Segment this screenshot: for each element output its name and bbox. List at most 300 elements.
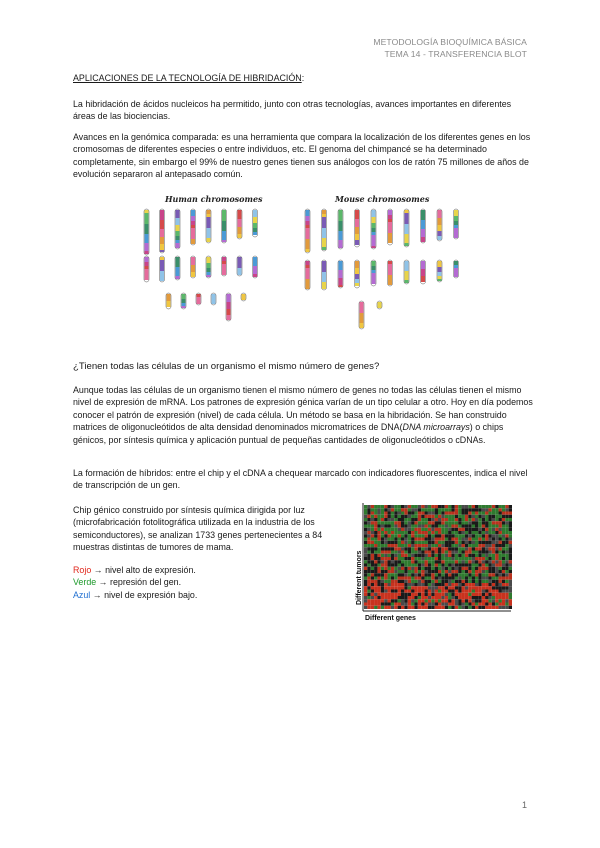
heatmap-cell xyxy=(482,534,485,537)
mouse-chromosome-band xyxy=(388,261,392,264)
heatmap-cell xyxy=(384,560,387,563)
heatmap-cell xyxy=(421,512,424,515)
human-chromosome-band xyxy=(176,257,180,267)
heatmap-cell xyxy=(462,505,465,508)
heatmap-cell xyxy=(388,547,391,550)
heatmap-cell xyxy=(418,551,421,554)
heatmap-cell xyxy=(364,515,367,518)
human-chromosome-band xyxy=(145,257,149,262)
heatmap-cell xyxy=(451,508,454,511)
heatmap-cell xyxy=(428,505,431,508)
heatmap-cell xyxy=(404,515,407,518)
heatmap-cell xyxy=(465,515,468,518)
heatmap-cell xyxy=(381,570,384,573)
heatmap-cell xyxy=(475,541,478,544)
heatmap-cell xyxy=(495,541,498,544)
mouse-chromosome-band xyxy=(372,246,376,248)
human-chromosome-band xyxy=(167,301,171,307)
heatmap-cell xyxy=(495,531,498,534)
heatmap-cell xyxy=(438,518,441,521)
heatmap-cell xyxy=(492,528,495,531)
heatmap-cell xyxy=(391,560,394,563)
heatmap-cell xyxy=(455,505,458,508)
heatmap-cell xyxy=(472,518,475,521)
mouse-chromosome-band xyxy=(405,224,409,234)
heatmap-cell xyxy=(505,599,508,602)
heatmap-cell xyxy=(465,593,468,596)
heatmap-cell xyxy=(414,577,417,580)
heatmap-cell xyxy=(465,505,468,508)
heatmap-cell xyxy=(364,586,367,589)
heatmap-cell xyxy=(455,515,458,518)
heatmap-cell xyxy=(445,590,448,593)
heatmap-cell xyxy=(435,593,438,596)
heatmap-cell xyxy=(418,557,421,560)
heatmap-cell xyxy=(485,505,488,508)
mouse-chromosome-band xyxy=(388,210,392,215)
heatmap-cell xyxy=(458,590,461,593)
heatmap-cell xyxy=(462,593,465,596)
heatmap-cell xyxy=(367,577,370,580)
heatmap-cell xyxy=(478,606,481,609)
heatmap-cell xyxy=(441,531,444,534)
legend-green: Verde → represión del gen. xyxy=(73,577,182,588)
heatmap-cell xyxy=(384,525,387,528)
human-chromosome-band xyxy=(238,219,242,227)
heatmap-cell xyxy=(428,521,431,524)
heatmap-cell xyxy=(404,570,407,573)
heatmap-cell xyxy=(391,528,394,531)
heatmap-cell xyxy=(384,512,387,515)
human-chromosome-band xyxy=(145,234,149,243)
heatmap-cell xyxy=(394,580,397,583)
heatmap-cell xyxy=(495,567,498,570)
heatmap-cell xyxy=(377,551,380,554)
heatmap-cell xyxy=(485,531,488,534)
heatmap-cell xyxy=(505,534,508,537)
heatmap-cell xyxy=(472,554,475,557)
paragraph-expression: Aunque todas las células de un organismo tienen el mismo número de genes no todas las células tienen el mismo nivel de expresión de mRNA. Los patrones de expresión génica varían de un tipo celular a otro. Hoy en día podemos conocer el patrón de expresión (nivel) de cada célula. Un método se basa en la hibridación. Se han construido matrices de oligonucleótidos de alta densidad denominados micromatrices de DNA(DNA microarrays) o chips génicos, por síntesis química y aplicación puntual de pequeñas cantidades de oligonucleótidos o cDNAs. xyxy=(73,385,533,445)
heatmap-cell xyxy=(505,564,508,567)
heatmap-cell xyxy=(377,515,380,518)
heatmap-cell xyxy=(462,570,465,573)
heatmap-cell xyxy=(435,606,438,609)
heatmap-cell xyxy=(418,567,421,570)
heatmap-cell xyxy=(465,590,468,593)
heatmap-cell xyxy=(371,554,374,557)
heatmap-cell xyxy=(455,528,458,531)
heatmap-cell xyxy=(485,583,488,586)
heatmap-cell xyxy=(401,538,404,541)
heatmap-cell xyxy=(381,518,384,521)
heatmap-cell xyxy=(448,518,451,521)
heatmap-cell xyxy=(488,560,491,563)
heatmap-cell xyxy=(482,544,485,547)
heatmap-cell xyxy=(411,596,414,599)
heatmap-cell xyxy=(455,512,458,515)
heatmap-cell xyxy=(499,554,502,557)
heatmap-cell xyxy=(455,586,458,589)
heatmap-cell xyxy=(448,560,451,563)
heatmap-cell xyxy=(505,518,508,521)
heatmap-cell xyxy=(391,564,394,567)
heatmap-cell xyxy=(401,541,404,544)
heatmap-cell xyxy=(377,525,380,528)
heatmap-cell xyxy=(451,564,454,567)
heatmap-cell xyxy=(381,583,384,586)
heatmap-cell xyxy=(478,560,481,563)
heatmap-cell xyxy=(505,528,508,531)
heatmap-cell xyxy=(472,570,475,573)
heatmap-cell xyxy=(384,599,387,602)
heatmap-cell xyxy=(482,570,485,573)
heatmap-cell xyxy=(398,538,401,541)
heatmap-cell xyxy=(482,583,485,586)
heatmap-cell xyxy=(408,599,411,602)
heatmap-cell xyxy=(478,525,481,528)
heatmap-cell xyxy=(455,599,458,602)
heatmap-cell xyxy=(465,512,468,515)
heatmap-cell xyxy=(398,531,401,534)
heatmap-cell xyxy=(388,538,391,541)
mouse-chromosome-set xyxy=(305,209,459,329)
heatmap-cell xyxy=(509,570,512,573)
page-number: 1 xyxy=(521,800,527,810)
heatmap-cell xyxy=(505,554,508,557)
heatmap-cell xyxy=(465,528,468,531)
heatmap-cell xyxy=(367,564,370,567)
heatmap-cell xyxy=(468,570,471,573)
heatmap-cell xyxy=(485,541,488,544)
heatmap-cell xyxy=(482,547,485,550)
human-chromosome-band xyxy=(238,234,242,238)
heatmap-cell xyxy=(441,554,444,557)
heatmap-cell xyxy=(418,560,421,563)
heatmap-cell xyxy=(414,560,417,563)
mouse-chromosome-band xyxy=(306,225,310,228)
heatmap-cell xyxy=(364,554,367,557)
heatmap-cell xyxy=(455,593,458,596)
human-chromosome-band xyxy=(145,251,149,254)
heatmap-cell xyxy=(455,606,458,609)
heatmap-cell xyxy=(441,606,444,609)
heatmap-cell xyxy=(455,557,458,560)
heatmap-cell xyxy=(462,541,465,544)
heatmap-cell xyxy=(465,564,468,567)
heatmap-cell xyxy=(398,528,401,531)
heatmap-cell xyxy=(468,593,471,596)
heatmap-cell xyxy=(371,596,374,599)
human-chromosome-band xyxy=(207,210,211,214)
heatmap-cell xyxy=(458,599,461,602)
heatmap-cell xyxy=(468,586,471,589)
heatmap-cell xyxy=(441,547,444,550)
heatmap-cell xyxy=(448,596,451,599)
heatmap-cell xyxy=(445,570,448,573)
heatmap-cell xyxy=(381,560,384,563)
heatmap-cell xyxy=(411,577,414,580)
heatmap-cell xyxy=(418,570,421,573)
heatmap-cell xyxy=(495,551,498,554)
heatmap-cell xyxy=(488,515,491,518)
heatmap-cell xyxy=(485,557,488,560)
human-chromosome-band xyxy=(222,240,226,242)
heatmap-cell xyxy=(485,560,488,563)
heatmap-cell xyxy=(394,521,397,524)
heatmap-cell xyxy=(418,599,421,602)
heatmap-cell xyxy=(492,531,495,534)
heatmap-cell xyxy=(428,551,431,554)
chromosomes-figure xyxy=(140,193,465,345)
human-chromosome-band xyxy=(167,294,171,301)
human-chromosome-band xyxy=(191,216,195,221)
heatmap-cell xyxy=(495,560,498,563)
heatmap-cell xyxy=(445,508,448,511)
human-chromosome-band xyxy=(160,220,164,229)
heatmap-cell xyxy=(377,590,380,593)
heatmap-cell xyxy=(465,508,468,511)
heatmap-cell xyxy=(499,515,502,518)
heatmap-cell xyxy=(468,599,471,602)
heatmap-cell xyxy=(475,560,478,563)
heatmap-cell xyxy=(499,570,502,573)
heatmap-cell xyxy=(381,508,384,511)
heatmap-cell xyxy=(448,547,451,550)
human-chromosome-band xyxy=(176,231,180,236)
heatmap-cell xyxy=(458,573,461,576)
heatmap-cell xyxy=(401,586,404,589)
heatmap-cell xyxy=(388,564,391,567)
heatmap-cell xyxy=(462,577,465,580)
heatmap-cell xyxy=(492,593,495,596)
heatmap-cell xyxy=(451,570,454,573)
heatmap-cell xyxy=(418,505,421,508)
heatmap-cell xyxy=(488,577,491,580)
heatmap-cell xyxy=(488,534,491,537)
heatmap-cell xyxy=(408,606,411,609)
heatmap-cell xyxy=(371,505,374,508)
heatmap-cell xyxy=(364,557,367,560)
heatmap-cell xyxy=(478,515,481,518)
heatmap-cell xyxy=(499,525,502,528)
question-heading: ¿Tienen todas las células de un organismo el mismo número de genes? xyxy=(73,361,380,372)
heatmap-cell xyxy=(374,528,377,531)
human-chromosome-band xyxy=(160,210,164,220)
heatmap-cell xyxy=(371,570,374,573)
heatmap-cell xyxy=(425,560,428,563)
heatmap-cell xyxy=(421,547,424,550)
heatmap-cell xyxy=(374,567,377,570)
heatmap-cell xyxy=(404,541,407,544)
heatmap-cell xyxy=(485,521,488,524)
heatmap-cell xyxy=(388,528,391,531)
heatmap-cell xyxy=(448,528,451,531)
heatmap-cell xyxy=(455,596,458,599)
heatmap-cell xyxy=(499,512,502,515)
heatmap-cell xyxy=(488,508,491,511)
heatmap-cell xyxy=(364,534,367,537)
heatmap-cell xyxy=(384,531,387,534)
heatmap-cell xyxy=(438,534,441,537)
mouse-chromosome-band xyxy=(339,278,343,285)
heatmap-cell xyxy=(371,567,374,570)
heatmap-cell xyxy=(425,512,428,515)
heatmap-cell xyxy=(438,593,441,596)
heatmap-cell xyxy=(371,544,374,547)
heatmap-cell xyxy=(458,551,461,554)
heatmap-cell xyxy=(485,580,488,583)
heatmap-cell xyxy=(421,505,424,508)
heatmap-cell xyxy=(492,567,495,570)
heatmap-cell xyxy=(371,531,374,534)
heatmap-cell xyxy=(425,521,428,524)
heatmap-cell xyxy=(421,528,424,531)
heatmap-cell xyxy=(414,525,417,528)
heatmap-cell xyxy=(475,593,478,596)
mouse-chromosome-band xyxy=(388,264,392,275)
heatmap-cell xyxy=(502,505,505,508)
human-chromosome-band xyxy=(222,231,226,240)
heatmap-cell xyxy=(509,544,512,547)
heatmap-cell xyxy=(488,521,491,524)
heatmap-cell xyxy=(371,560,374,563)
heatmap-cell xyxy=(445,538,448,541)
heatmap-cell xyxy=(509,538,512,541)
heatmap-cell xyxy=(492,606,495,609)
heatmap-cell xyxy=(438,547,441,550)
human-chromosome-band xyxy=(227,315,231,320)
mouse-chromosome-band xyxy=(405,210,409,213)
heatmap-cell xyxy=(388,573,391,576)
heatmap-cell xyxy=(367,541,370,544)
heatmap-cell xyxy=(472,538,475,541)
mouse-chromosome-band xyxy=(454,210,458,216)
human-chromosome-band xyxy=(227,294,231,302)
heatmap-cell xyxy=(401,528,404,531)
heatmap-cell xyxy=(431,577,434,580)
heatmap-cell xyxy=(421,570,424,573)
heatmap-cell xyxy=(488,557,491,560)
heatmap-cell xyxy=(388,603,391,606)
heatmap-cell xyxy=(495,547,498,550)
heatmap-cell xyxy=(458,512,461,515)
human-chromosome-band xyxy=(160,257,164,260)
heatmap-cell xyxy=(374,525,377,528)
header-topic: TEMA 14 - TRANSFERENCIA BLOT xyxy=(384,49,527,59)
heatmap-cell xyxy=(408,541,411,544)
heatmap-cell xyxy=(499,586,502,589)
heatmap-cell xyxy=(394,586,397,589)
heatmap-cell xyxy=(492,603,495,606)
heatmap-cell xyxy=(367,505,370,508)
heatmap-cell xyxy=(475,567,478,570)
heatmap-cell xyxy=(505,596,508,599)
human-chromosome-set xyxy=(144,209,258,321)
heatmap-cell xyxy=(394,606,397,609)
human-chromosome-band xyxy=(176,240,180,243)
mouse-chromosome-band xyxy=(405,234,409,243)
heatmap-cell xyxy=(398,564,401,567)
heatmap-cell xyxy=(482,551,485,554)
human-chromosome-band xyxy=(191,257,195,265)
heatmap-cell xyxy=(458,570,461,573)
heatmap-cell xyxy=(441,534,444,537)
mouse-chromosome-band xyxy=(454,225,458,228)
heatmap-cell xyxy=(394,528,397,531)
heatmap-cell xyxy=(428,586,431,589)
heatmap-cell xyxy=(499,557,502,560)
heatmap-cell xyxy=(381,505,384,508)
human-chromosome-band xyxy=(222,221,226,231)
heatmap-cell xyxy=(367,560,370,563)
heatmap-cell xyxy=(468,515,471,518)
heatmap-cell xyxy=(394,508,397,511)
heatmap-cell xyxy=(418,593,421,596)
heatmap-cell xyxy=(462,596,465,599)
heatmap-cell xyxy=(451,538,454,541)
heatmap-cell xyxy=(388,531,391,534)
heatmap-cell xyxy=(451,534,454,537)
heatmap-cell xyxy=(374,544,377,547)
mouse-chromosome-band xyxy=(322,214,326,217)
heatmap-cell xyxy=(441,525,444,528)
heatmap-cell xyxy=(364,551,367,554)
heatmap-cell xyxy=(438,515,441,518)
heatmap-cell xyxy=(404,525,407,528)
heatmap-cell xyxy=(411,593,414,596)
heatmap-cell xyxy=(414,557,417,560)
heatmap-cell xyxy=(458,547,461,550)
heatmap-cell xyxy=(441,599,444,602)
heatmap-cell xyxy=(364,518,367,521)
heatmap-cell xyxy=(411,586,414,589)
heatmap-cell xyxy=(445,544,448,547)
heatmap-cell xyxy=(381,551,384,554)
heatmap-cell xyxy=(488,531,491,534)
heatmap-cell xyxy=(458,557,461,560)
human-chromosome-band xyxy=(197,294,201,297)
heatmap-cell xyxy=(455,547,458,550)
mouse-chromosome-band xyxy=(355,227,359,234)
heatmap-cell xyxy=(421,551,424,554)
human-chromosomes-label: Human chromosomes xyxy=(165,194,263,204)
heatmap-cell xyxy=(505,567,508,570)
heatmap-cell xyxy=(495,557,498,560)
heatmap-cell xyxy=(499,573,502,576)
heatmap-cell xyxy=(408,528,411,531)
heatmap-cell xyxy=(441,541,444,544)
mouse-chromosome-band xyxy=(438,261,442,267)
heatmap-cell xyxy=(495,505,498,508)
heatmap-cell xyxy=(488,505,491,508)
heatmap-cell xyxy=(398,525,401,528)
heatmap-cell xyxy=(462,583,465,586)
heatmap-cell xyxy=(401,547,404,550)
heatmap-cell xyxy=(388,583,391,586)
heatmap-cell xyxy=(499,508,502,511)
heatmap-cell xyxy=(377,596,380,599)
heatmap-cell xyxy=(435,554,438,557)
heatmap-cell xyxy=(475,603,478,606)
heatmap-cell xyxy=(398,606,401,609)
mouse-chromosome-band xyxy=(322,238,326,247)
heatmap-cell xyxy=(398,570,401,573)
heatmap-cell xyxy=(401,577,404,580)
heatmap-cell xyxy=(394,547,397,550)
heatmap-cell xyxy=(411,590,414,593)
heatmap-cell xyxy=(391,551,394,554)
heatmap-cell xyxy=(478,570,481,573)
